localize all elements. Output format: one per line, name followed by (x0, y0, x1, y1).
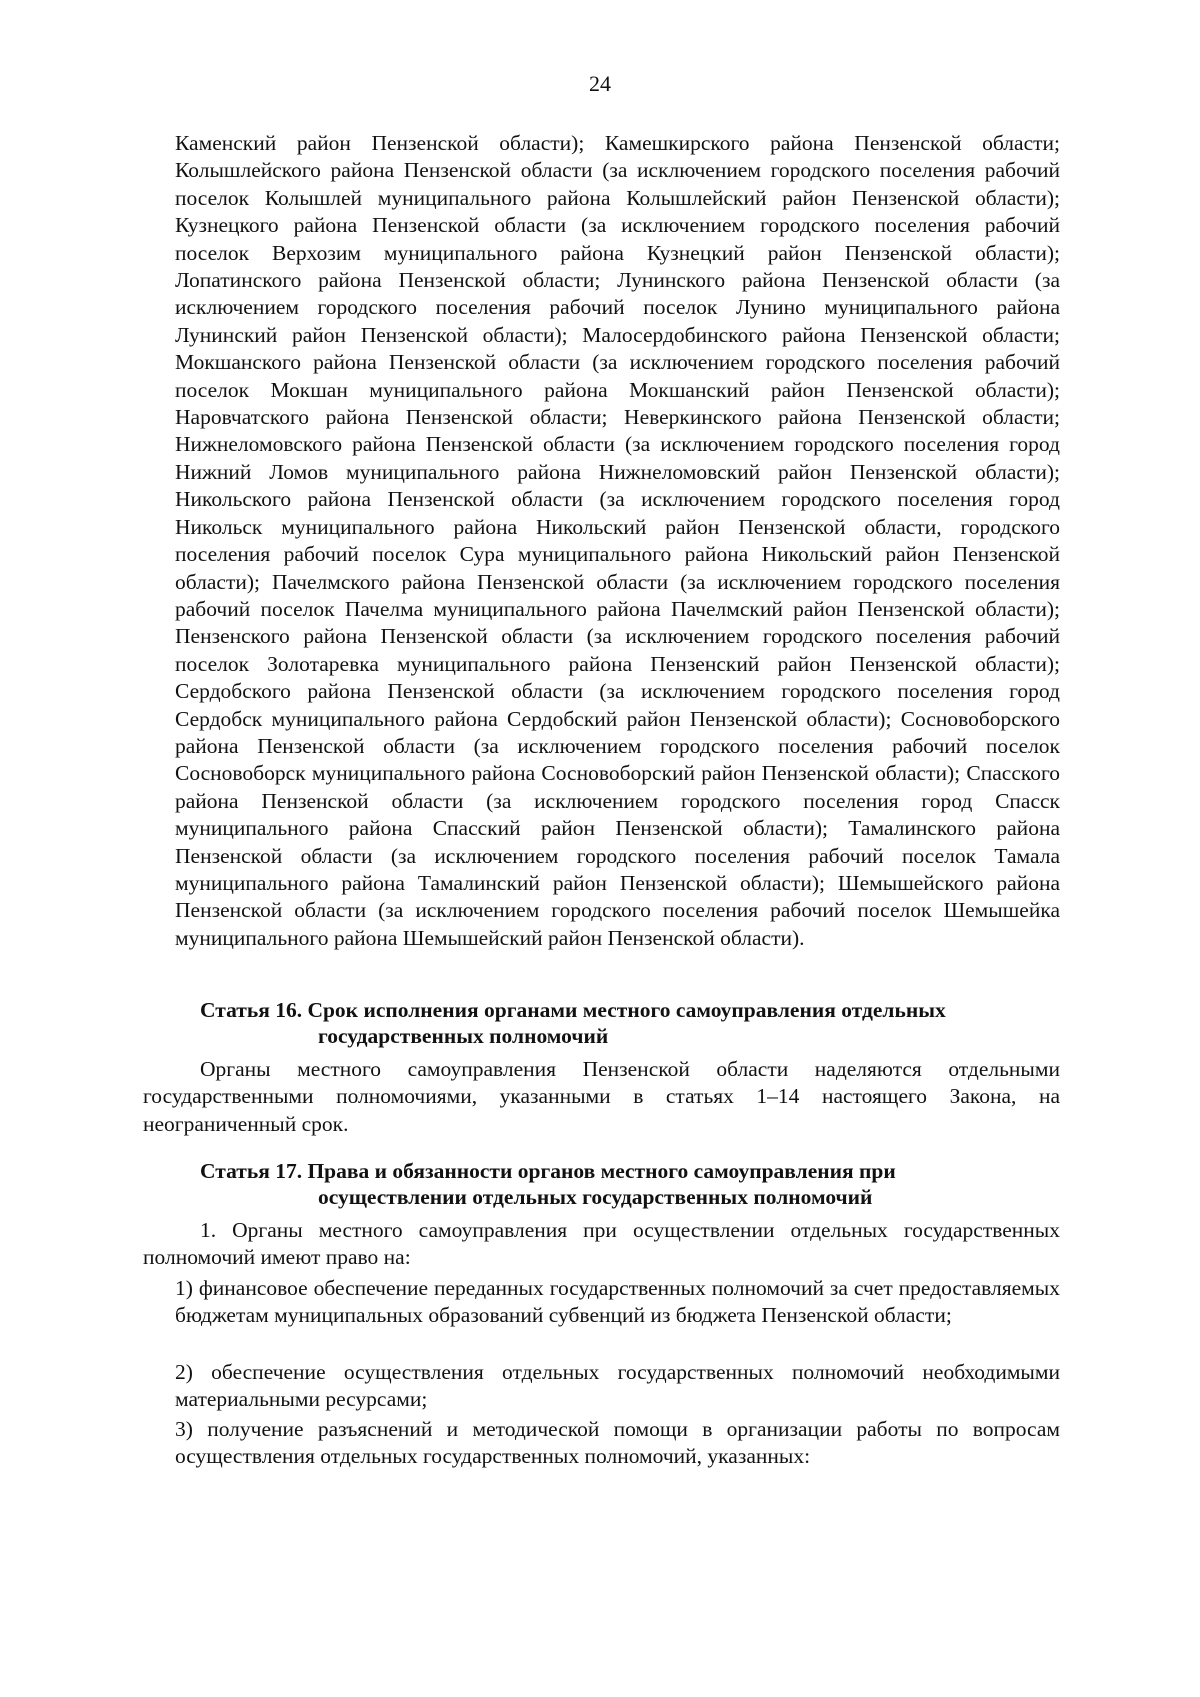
article-17-heading-line1: Статья 17. Права и обязанности органов местного самоуправления при (200, 1159, 896, 1183)
article-17-intro: 1. Органы местного самоуправления при осуществлении отдельных государственных полномочий имеют право на: (143, 1218, 1060, 1270)
article-16-body: Органы местного самоуправления Пензенской области наделяются отдельными государственными полномочиями, указанными в статьях 1–14 настоящего Закона, на неограниченный срок. (143, 1057, 1060, 1136)
article-17-item-3: 3) получение разъяснений и методической помощи в организации работы по вопросам осуществления отдельных государственных полномочий, указанных: (175, 1417, 1060, 1469)
article-17-item-2: 2) обеспечение осуществления отдельных государственных полномочий необходимыми материальными ресурсами; (175, 1360, 1060, 1412)
article-16-heading (200, 997, 1060, 1049)
article-17-heading (200, 1158, 1060, 1210)
continuation-paragraph-block (175, 130, 1060, 952)
article-16-heading-line1: Статья 16. Срок исполнения органами местного самоуправления отдельных (200, 998, 946, 1022)
article-17-item-1: 1) финансовое обеспечение переданных государственных полномочий за счет предоставляемых бюджетам муниципальных образований субвенций из бюджета Пензенской области; (175, 1276, 1060, 1328)
page-number: 24 (589, 71, 611, 96)
continuation-paragraph: Каменский район Пензенской области); Камешкирского района Пензенской области; Колышлейского района Пензенской области (за исключением городского поселения рабочий поселок Колышлей муниципального района Колышлейский район Пензенской области); Кузнецкого района Пензенской области (за исключением городского поселения рабочий поселок Верхозим муниципального района Кузнецкий район Пензенской области); Лопатинского района Пензенской области; Лунинского района Пензенской области (за исключением городского поселения рабочий поселок Лунино муниципального района Лунинский район Пензенской области); Малосердобинского района Пензенской области; Мокшанского района Пензенской области (за исключением городского поселения рабочий поселок Мокшан муниципального района Мокшанский район Пензенской области); Наровчатского района Пензенской области; Неверкинского района Пензенской области; Нижнеломовского района Пензенской области (за исключением городского поселения город Нижний Ломов муниципального района Нижнеломовский район Пензенской области); Никольского района Пензенской области (за исключением городского поселения город Никольск муниципального района Никольский район Пензенской области, городского поселения рабочий поселок Сура муниципального района Никольский район Пензенской области); Пачелмского района Пензенской области (за исключением городского поселения рабочий поселок Пачелма муниципального района Пачелмский район Пензенской области); Пензенского района Пензенской области (за исключением городского поселения рабочий поселок Золотаревка муниципального района Пензенский район Пензенской области); Сердобского района Пензенской области (за исключением городского поселения город Сердобск муниципального района Сердобский район Пензенской области); Сосновоборского района Пензенской области (за исключением городского поселения рабочий поселок Сосновоборск муниципального района Сосновоборский район Пензенской области); Спасского района Пензенской области (за исключением городского поселения город Спасск муниципального района Спасский район Пензенской области); Тамалинского района Пензенской области (за исключением городского поселения рабочий поселок Тамала муниципального района Тамалинский район Пензенской области); Шемышейского района Пензенской области (за исключением городского поселения рабочий поселок Шемышейка муниципального района Шемышейский район Пензенской области). (175, 131, 1060, 950)
article-17-heading-line2: осуществлении отдельных государственных полномочий (318, 1185, 873, 1209)
article-16-heading-line2: государственных полномочий (318, 1024, 609, 1048)
